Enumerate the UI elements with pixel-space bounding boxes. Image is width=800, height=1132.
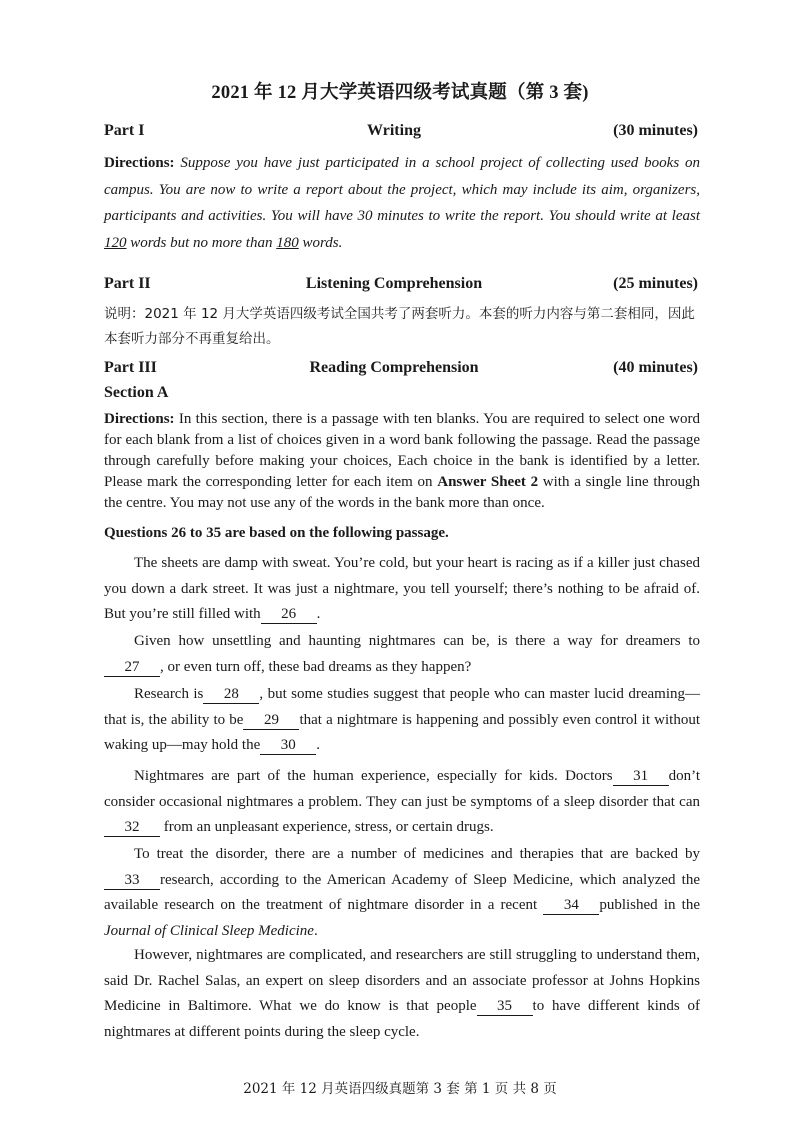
blank-35: 35	[477, 998, 533, 1016]
blank-29: 29	[243, 712, 299, 730]
passage-text: Given how unsettling and haunting nightmares can be, is there a way for dreamers to	[134, 633, 700, 649]
part1-header	[104, 122, 698, 144]
directions-text: words but no more than	[126, 234, 277, 251]
directions-label: Directions:	[104, 411, 175, 427]
passage-text: .	[313, 922, 318, 939]
directions-text: In this section, there is a passage with ten blanks. You are required to select one word for each blank from a list of choices given in a word bank following the passage. Read the passage through carefully before making your choices, Each choice in the bank is identified by a letter. Please mark the corresponding letter for each item on	[104, 411, 700, 490]
blank-30: 30	[260, 737, 316, 755]
part1-directions	[104, 150, 700, 256]
answer-sheet-ref: Answer Sheet 2	[437, 474, 539, 490]
blank-34: 34	[543, 897, 599, 915]
passage-paragraph	[104, 943, 700, 1045]
passage-text: that a nightmare is happening and possibly even control it without waking up—may hold the	[104, 711, 700, 753]
part1-time: (30 minutes)	[613, 122, 698, 139]
part3-label: Part III	[104, 359, 157, 376]
passage-text: don’t consider occasional nightmares a problem. They can just be symptoms of a sleep disorder that can	[104, 768, 700, 810]
passage-paragraph	[104, 551, 700, 628]
part2-header	[104, 275, 698, 297]
directions-text: with a single line through the centre. You may not use any of the words in the bank more than once.	[104, 474, 701, 511]
passage-paragraph	[104, 682, 700, 759]
passage-paragraph	[104, 629, 700, 680]
passage-text: , or even turn off, these bad dreams as they happen?	[160, 658, 472, 675]
page-footer: 2021 年 12 月英语四级真题第 3 套 第 1 页 共 8 页	[243, 1081, 557, 1097]
passage-text: published in the	[599, 897, 700, 913]
part1-label: Part I	[104, 122, 145, 139]
directions-text: Suppose you have just participated in a school project of collecting used books on campus. You are now to write a report about the project, which may include its aim, organizers, participants and activities. You will have 30 minutes to write the report. You should write at least	[104, 155, 701, 224]
part3-directions	[104, 409, 700, 514]
page-title: 2021 年 12 月大学英语四级考试真题（第 3 套)	[211, 83, 589, 103]
passage-text: research, according to the American Academy of Sleep Medicine, which analyzed the available research on the treatment of nightmare disorder in a recent	[104, 871, 700, 913]
section-a-heading: Section A	[104, 384, 169, 401]
passage-text: The sheets are damp with sweat. You’re cold, but your heart is racing as if a killer just chased you down a dark street. It was just a nightmare, you tell yourself; there’s nothing to be afraid of. But you’re still filled with	[104, 555, 700, 622]
passage-text: However, nightmares are complicated, and researchers are still struggling to understand them, said Dr. Rachel Salas, an expert on sleep disorders and an associate professor at Johns Hopkins Medicine in Baltimore. What we do know is that people	[104, 947, 700, 1014]
blank-31: 31	[613, 768, 669, 786]
passage-paragraph	[104, 764, 700, 841]
passage-text: To treat the disorder, there are a number of medicines and therapies that are backed by	[134, 846, 700, 862]
passage-text: from an unpleasant experience, stress, or certain drugs.	[160, 819, 494, 835]
passage-text: Research is	[134, 686, 204, 702]
directions-label: Directions:	[104, 155, 175, 171]
passage-text: , but some studies suggest that people who can master lucid dreaming—that is, the ability to be	[104, 686, 700, 728]
part1-name: Writing	[367, 122, 421, 139]
word-max: 180	[276, 234, 299, 251]
part2-note: 说明：2021 年 12 月大学英语四级考试全国共考了两套听力。本套的听力内容与第二套相同，因此本套听力部分不再重复给出。	[104, 306, 695, 347]
blank-26: 26	[261, 606, 317, 624]
blank-28: 28	[203, 686, 259, 704]
blank-32: 32	[104, 819, 160, 837]
passage-text: .	[316, 606, 321, 622]
part3-time: (40 minutes)	[613, 359, 698, 376]
passage-text: to have different kinds of nightmares at different points during the sleep cycle.	[104, 998, 700, 1040]
journal-title: Journal of Clinical Sleep Medicine	[104, 922, 314, 939]
passage-paragraph	[104, 842, 700, 944]
part2-label: Part II	[104, 275, 151, 292]
part2-name: Listening Comprehension	[305, 275, 483, 292]
directions-text: words.	[298, 234, 343, 251]
part3-name: Reading Comprehension	[309, 359, 479, 376]
questions-heading: Questions 26 to 35 are based on the following passage.	[104, 525, 449, 541]
passage-text: Nightmares are part of the human experience, especially for kids. Doctors	[134, 768, 613, 784]
blank-33: 33	[104, 872, 160, 890]
part3-header	[104, 359, 698, 381]
part2-time: (25 minutes)	[613, 275, 698, 292]
passage-text: .	[316, 737, 320, 753]
blank-27: 27	[104, 659, 160, 677]
word-min: 120	[104, 234, 127, 251]
